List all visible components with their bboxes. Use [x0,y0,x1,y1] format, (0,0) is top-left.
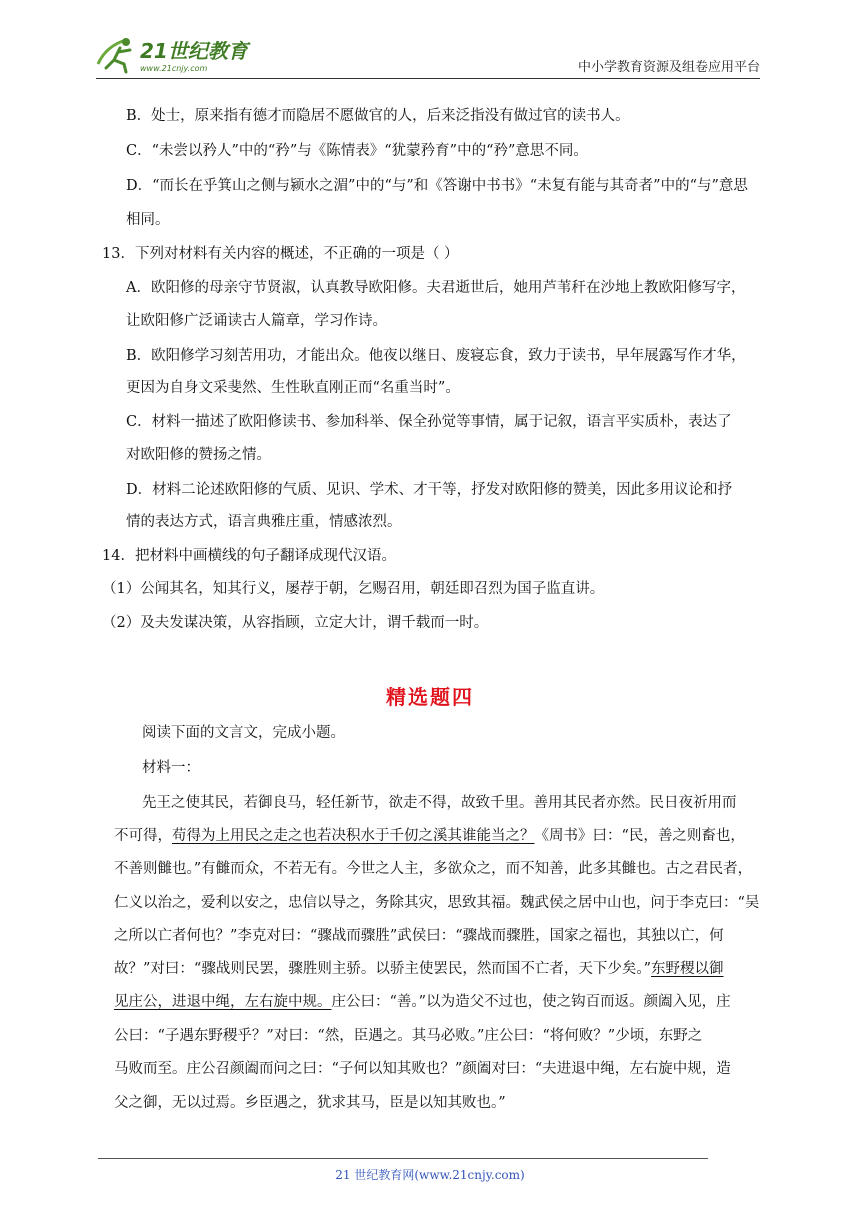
question-13: 13．下列对材料有关内容的概述，不正确的一项是（ ） [102,246,459,262]
underlined-sentence-2a: 东野稷以御 [651,961,724,977]
option-d-12-line2: 相同。 [126,212,170,228]
passage-line-2-end: 《周书》曰：“民，善之则畜也， [534,828,745,844]
question-14: 14．把材料中画横线的句子翻译成现代汉语。 [102,548,396,564]
sentence-1: （1）公闻其名，知其行义，屡荐于朝，乞赐召用，朝廷即召烈为国子监直讲。 [102,581,605,597]
site-logo [96,34,266,76]
passage-line-1: 先王之使其民，若御良马，轻任新节，欲走不得，故致千里。善用其民者亦然。民日夜祈用而 [142,795,737,811]
passage-line-6 [114,959,724,979]
option-d-13-line2: 情的表达方式，语言典雅庄重，情感浓烈。 [126,514,402,530]
page-header [96,34,760,78]
passage-line-2 [114,826,745,846]
option-c-13-line1: C．材料一描述了欧阳修读书、参加科举、保全孙觉等事情，属于记叙，语言平实质朴，表达了 [126,414,732,430]
reading-instruction: 阅读下面的文言文，完成小题。 [142,725,345,741]
option-c-12: C．“未尝以矜人”中的“矜”与《陈情表》“犹蒙矜育”中的“矜”意思不同。 [126,143,588,159]
platform-name: 中小学教育资源及组卷应用平台 [577,60,760,75]
passage-line-4: 仁义以治之，爱利以安之，忠信以导之，务除其灾，思致其福。魏武侯之居中山也，问于李克曰：“吴 [114,895,760,911]
footer-text[interactable]: 21 世纪教育网(www.21cnjy.com) [335,1168,525,1182]
option-b-12: B．处士，原来指有德才而隐居不愿做官的人，后来泛指没有做过官的读书人。 [126,108,630,124]
logo-text: 21世纪教育 [140,39,248,63]
underlined-sentence-2b: 见庄公，进退中绳，左右旋中规。 [114,994,332,1010]
option-d-13-line1: D．材料二论述欧阳修的气质、见识、学术、才干等，抒发对欧阳修的赞美，因此多用议论和抒 [126,482,733,498]
section-title: 精选题四 [386,685,474,709]
passage-line-6-start: 故？”对曰：“骤战则民罢，骤胜则主骄。以骄主使罢民，然而国不亡者，天下少矣。” [114,961,651,977]
passage-line-10: 父之御，无以过焉。乡臣遇之，犹求其马，臣是以知其败也。” [114,1095,506,1111]
passage-line-9: 马败而至。庄公召颜阖而问之曰：“子何以知其败也？”颜阖对曰：“夫进退中绳，左右旋中规，造 [114,1061,731,1077]
option-a-13-line2: 让欧阳修广泛诵读古人篇章，学习作诗。 [126,313,387,329]
option-a-13-line1: A．欧阳修的母亲守节贤淑，认真教导欧阳修。夫君逝世后，她用芦苇秆在沙地上教欧阳修写字， [126,280,746,296]
sentence-2: （2）及夫发谋决策，从容指顾，立定大计，谓千载而一时。 [102,615,489,631]
passage-line-5: 之所以亡者何也？”李克对曰：“骤战而骤胜”武侯曰：“骤战而骤胜，国家之福也，其独以亡，何 [114,928,724,944]
option-d-12-line1: D．“而长在乎箕山之侧与颍水之湄”中的“与”和《答谢中书书》“未复有能与其奇者”中的“与”意思 [126,178,748,194]
option-b-13-line1: B．欧阳修学习刻苦用功，才能出众。他夜以继日、废寝忘食，致力于读书，早年展露写作才华， [126,348,746,364]
passage-line-7-end: 庄公曰：“善。”以为造父不过也，使之钩百而返。颜阖入见，庄 [331,994,731,1010]
passage-line-3: 不善则雠也。”有雠而众，不若无有。今世之人主，多欲众之，而不知善，此多其雠也。古之君民者， [114,861,753,877]
underlined-sentence-1: 苟得为上用民之走之也若决积水于千仞之溪其谁能当之？ [172,828,535,844]
passage-line-8: 公曰：“子遇东野稷乎？”对曰：“然，臣遇之。其马必败。”庄公曰：“将何败？”少顷，东野之 [114,1028,703,1044]
option-c-13-line2: 对欧阳修的赞扬之情。 [126,447,271,463]
footer-divider [98,1158,708,1159]
logo-url: www.21cnjy.com [140,64,208,73]
option-b-13-line2: 更因为自身文采斐然、生性耿直刚正而“名重当时”。 [126,380,460,396]
material-label: 材料一： [142,760,200,776]
passage-line-2-start: 不可得， [114,828,172,844]
header-divider [96,78,760,79]
passage-line-7 [114,992,731,1012]
